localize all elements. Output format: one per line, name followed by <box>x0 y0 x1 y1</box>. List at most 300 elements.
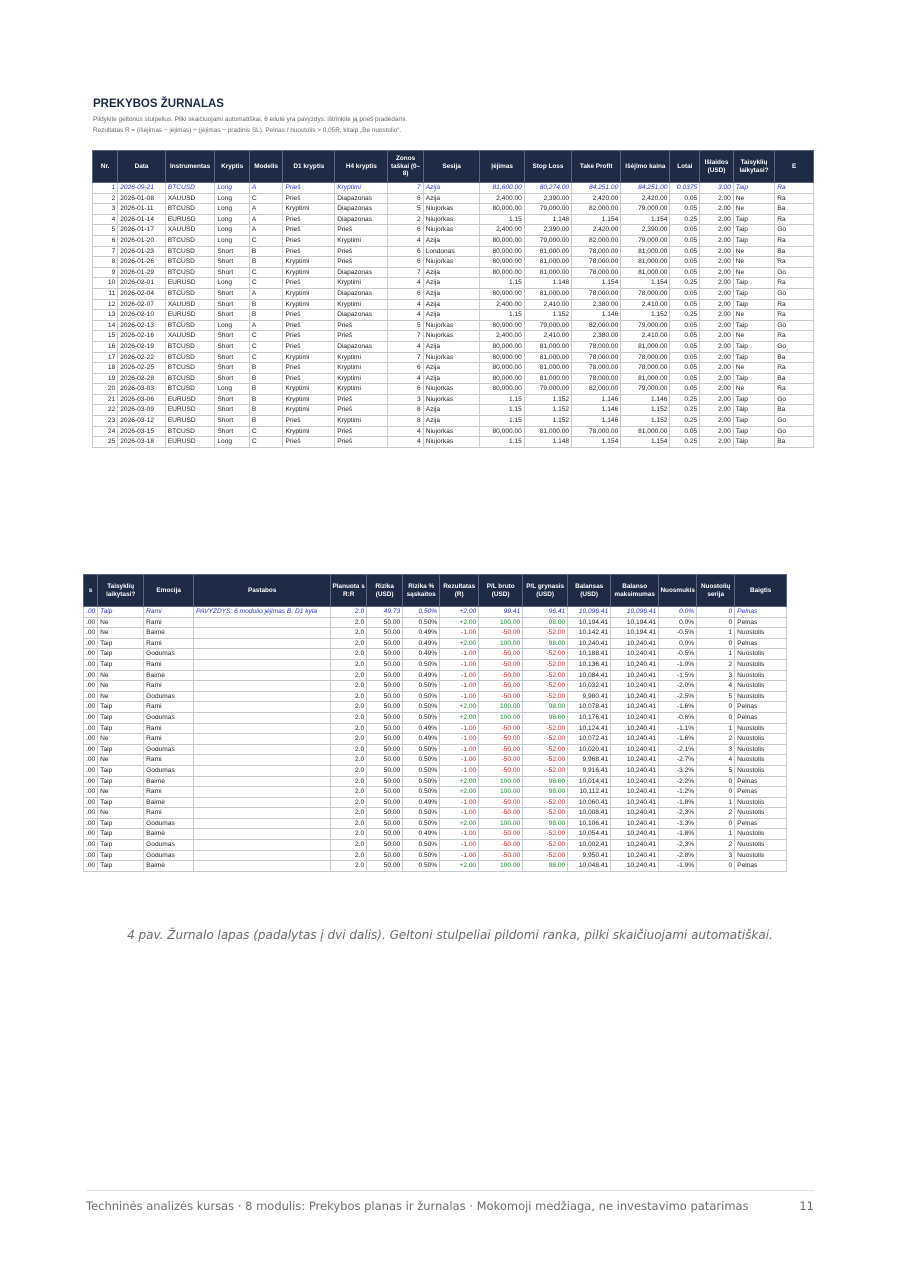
table-cell[interactable]: 82,000.00 <box>572 320 621 331</box>
table-cell[interactable]: 2 <box>697 840 735 851</box>
table-cell[interactable]: 80,000.00 <box>480 320 524 331</box>
table-cell[interactable]: Godumas <box>144 649 194 660</box>
table-cell[interactable]: .00 <box>84 755 98 766</box>
table-cell[interactable]: 80,000.00 <box>480 363 524 374</box>
table-cell[interactable]: Pelnas <box>735 787 787 798</box>
table-cell[interactable]: 2026-03-06 <box>118 394 166 405</box>
table-cell[interactable]: Taip <box>98 712 144 723</box>
table-cell[interactable]: 2.00 <box>700 193 734 204</box>
table-cell[interactable]: 10,240.41 <box>611 702 659 713</box>
table-cell[interactable]: Ra <box>775 235 814 246</box>
table-cell[interactable]: 78,000.00 <box>621 352 670 363</box>
table-cell[interactable]: BTCUSD <box>165 384 215 395</box>
table-cell[interactable]: 4 <box>93 214 118 225</box>
table-cell[interactable]: Short <box>215 341 249 352</box>
table-cell[interactable]: +2.00 <box>440 712 479 723</box>
table-cell[interactable]: Ra <box>775 193 814 204</box>
table-cell[interactable]: Prieš <box>283 331 335 342</box>
table-cell[interactable]: Short <box>215 394 249 405</box>
table-cell[interactable]: Long <box>215 278 249 289</box>
table-cell[interactable]: 10,032.41 <box>568 681 611 692</box>
table-cell[interactable]: 2.00 <box>700 288 734 299</box>
table-cell[interactable]: 50.00 <box>367 861 403 872</box>
table-cell[interactable]: 4 <box>388 341 423 352</box>
table-cell[interactable]: Prieš <box>335 320 388 331</box>
table-cell[interactable]: 80,000.00 <box>480 288 524 299</box>
table-cell[interactable]: .00 <box>84 776 98 787</box>
table-cell[interactable]: BTCUSD <box>165 267 215 278</box>
table-cell[interactable]: 0.50% <box>403 787 440 798</box>
table-cell[interactable]: 1.152 <box>524 416 571 427</box>
table-cell[interactable]: -52.00 <box>523 797 568 808</box>
table-cell[interactable]: 100.00 <box>479 776 523 787</box>
table-cell[interactable]: 6 <box>388 384 423 395</box>
table-cell[interactable]: Short <box>215 288 249 299</box>
table-cell[interactable]: 10,188.41 <box>568 649 611 660</box>
table-cell[interactable]: -50.00 <box>479 734 523 745</box>
table-cell[interactable]: Ra <box>775 310 814 321</box>
table-cell[interactable]: 0.50% <box>403 861 440 872</box>
table-cell[interactable]: BTCUSD <box>165 204 215 215</box>
table-cell[interactable]: Ba <box>775 373 814 384</box>
table-cell[interactable]: 0.05 <box>670 373 700 384</box>
table-cell[interactable]: 10,176.41 <box>568 712 611 723</box>
table-cell[interactable]: Prieš <box>335 257 388 268</box>
table-cell[interactable]: Diapazonas <box>335 204 388 215</box>
table-cell[interactable]: 2.0 <box>331 850 367 861</box>
table-cell[interactable]: 10,020.41 <box>568 744 611 755</box>
table-cell[interactable]: B <box>249 299 283 310</box>
table-cell[interactable]: Long <box>215 225 249 236</box>
table-cell[interactable] <box>194 691 331 702</box>
table-cell[interactable]: .00 <box>84 734 98 745</box>
table-cell[interactable]: 4 <box>388 437 423 448</box>
table-cell[interactable]: EURUSD <box>165 278 215 289</box>
table-cell[interactable]: 80,000.00 <box>480 352 524 363</box>
table-cell[interactable]: Ra <box>775 384 814 395</box>
table-cell[interactable]: Go <box>775 341 814 352</box>
table-cell[interactable]: 0.50% <box>403 607 440 618</box>
table-cell[interactable]: -1.00 <box>440 765 479 776</box>
table-cell[interactable]: 10,240.41 <box>568 638 611 649</box>
table-cell[interactable]: 0 <box>697 861 735 872</box>
table-cell[interactable]: 10,194.41 <box>611 628 659 639</box>
table-cell[interactable]: Taip <box>98 765 144 776</box>
table-cell[interactable]: 98.00 <box>523 776 568 787</box>
table-cell[interactable]: 80,000.00 <box>480 257 524 268</box>
table-cell[interactable]: Pelnas <box>735 818 787 829</box>
table-cell[interactable]: 2.0 <box>331 776 367 787</box>
table-cell[interactable]: Ne <box>733 193 774 204</box>
table-cell[interactable]: 1 <box>697 797 735 808</box>
table-cell[interactable] <box>194 755 331 766</box>
table-cell[interactable]: Prieš <box>283 363 335 374</box>
table-cell[interactable]: BTCUSD <box>165 257 215 268</box>
table-cell[interactable]: -52.00 <box>523 840 568 851</box>
table-cell[interactable]: -2.5% <box>659 691 697 702</box>
table-cell[interactable]: 79,000.00 <box>621 235 670 246</box>
table-cell[interactable]: -50.00 <box>479 744 523 755</box>
table-cell[interactable]: 84,251.00 <box>621 183 670 194</box>
table-cell[interactable]: 3.00 <box>700 183 734 194</box>
table-cell[interactable]: Godumas <box>144 850 194 861</box>
table-cell[interactable]: -52.00 <box>523 659 568 670</box>
table-cell[interactable]: 0.0% <box>659 617 697 628</box>
table-cell[interactable]: 1.154 <box>621 278 670 289</box>
table-cell[interactable]: Taip <box>733 235 774 246</box>
table-cell[interactable]: -1.00 <box>440 808 479 819</box>
table-cell[interactable]: 2,400.00 <box>480 225 524 236</box>
table-cell[interactable]: 2026-01-17 <box>118 225 166 236</box>
table-cell[interactable]: 6 <box>388 257 423 268</box>
table-cell[interactable]: Rami <box>144 702 194 713</box>
table-cell[interactable]: 2.00 <box>700 235 734 246</box>
table-cell[interactable]: Ne <box>98 755 144 766</box>
table-cell[interactable]: 2026-02-04 <box>118 288 166 299</box>
table-cell[interactable]: 0.0375 <box>670 183 700 194</box>
table-cell[interactable]: Ba <box>775 352 814 363</box>
table-cell[interactable]: 9 <box>93 267 118 278</box>
table-cell[interactable]: -1.6% <box>659 734 697 745</box>
table-cell[interactable]: 0.50% <box>403 850 440 861</box>
table-cell[interactable]: 0.50% <box>403 765 440 776</box>
table-cell[interactable]: 0.25 <box>670 278 700 289</box>
table-cell[interactable] <box>194 659 331 670</box>
table-cell[interactable]: 2,410.00 <box>621 299 670 310</box>
table-cell[interactable]: .00 <box>84 638 98 649</box>
table-cell[interactable]: 10,240.41 <box>611 818 659 829</box>
table-cell[interactable]: 1.15 <box>480 310 524 321</box>
table-cell[interactable]: Ne <box>733 331 774 342</box>
table-cell[interactable]: Ra <box>775 363 814 374</box>
table-cell[interactable]: 100.00 <box>479 787 523 798</box>
table-cell[interactable]: C <box>249 426 283 437</box>
table-cell[interactable]: 50.00 <box>367 617 403 628</box>
table-cell[interactable]: Kryptimi <box>335 363 388 374</box>
table-cell[interactable]: B <box>249 246 283 257</box>
table-cell[interactable]: Diapazonas <box>335 288 388 299</box>
table-cell[interactable]: -50.00 <box>479 691 523 702</box>
table-cell[interactable]: Nuostolis <box>735 723 787 734</box>
table-cell[interactable]: 50.00 <box>367 702 403 713</box>
table-cell[interactable]: 6 <box>388 193 423 204</box>
table-cell[interactable]: 2,380.00 <box>572 331 621 342</box>
table-cell[interactable]: Azija <box>423 193 480 204</box>
table-cell[interactable]: -1.00 <box>440 755 479 766</box>
table-cell[interactable]: Godumas <box>144 691 194 702</box>
table-cell[interactable]: Rami <box>144 808 194 819</box>
table-cell[interactable]: Azija <box>423 416 480 427</box>
table-cell[interactable]: Ne <box>733 257 774 268</box>
table-cell[interactable]: .00 <box>84 681 98 692</box>
table-cell[interactable]: Short <box>215 310 249 321</box>
table-cell[interactable]: 3 <box>93 204 118 215</box>
table-cell[interactable]: 1.152 <box>524 310 571 321</box>
table-cell[interactable]: 100.00 <box>479 818 523 829</box>
table-cell[interactable]: .00 <box>84 829 98 840</box>
table-cell[interactable]: -1.00 <box>440 744 479 755</box>
table-cell[interactable]: 10,240.41 <box>611 649 659 660</box>
table-cell[interactable]: Rami <box>144 617 194 628</box>
table-cell[interactable]: Kryptimi <box>335 299 388 310</box>
table-cell[interactable]: 50.00 <box>367 681 403 692</box>
table-cell[interactable]: Kryptimi <box>335 416 388 427</box>
table-cell[interactable]: 81,000.00 <box>621 246 670 257</box>
table-cell[interactable]: -50.00 <box>479 755 523 766</box>
table-cell[interactable]: 0.49% <box>403 649 440 660</box>
table-cell[interactable]: Taip <box>733 288 774 299</box>
table-cell[interactable]: Azija <box>423 235 480 246</box>
table-cell[interactable]: Rami <box>144 787 194 798</box>
table-cell[interactable]: 10,240.41 <box>611 776 659 787</box>
table-cell[interactable]: 2.0 <box>331 638 367 649</box>
table-cell[interactable]: 2.00 <box>700 341 734 352</box>
table-cell[interactable]: 11 <box>93 288 118 299</box>
table-cell[interactable]: 78,000.00 <box>572 246 621 257</box>
table-cell[interactable]: -0.5% <box>659 628 697 639</box>
table-cell[interactable]: 0.0% <box>659 638 697 649</box>
table-cell[interactable]: 50.00 <box>367 659 403 670</box>
table-cell[interactable]: 0.05 <box>670 363 700 374</box>
table-cell[interactable]: 2.00 <box>700 405 734 416</box>
table-cell[interactable]: Long <box>215 235 249 246</box>
table-cell[interactable]: -1.00 <box>440 850 479 861</box>
table-cell[interactable]: C <box>249 235 283 246</box>
table-cell[interactable]: 1.146 <box>621 394 670 405</box>
table-cell[interactable]: BTCUSD <box>165 288 215 299</box>
table-cell[interactable]: 50.00 <box>367 755 403 766</box>
table-cell[interactable]: Kryptimi <box>283 384 335 395</box>
table-cell[interactable]: 2026-01-14 <box>118 214 166 225</box>
table-cell[interactable]: .00 <box>84 712 98 723</box>
table-cell[interactable]: A <box>249 225 283 236</box>
table-cell[interactable]: Kryptimi <box>283 426 335 437</box>
table-cell[interactable]: -52.00 <box>523 628 568 639</box>
table-cell[interactable]: 81,000.00 <box>524 246 571 257</box>
table-cell[interactable]: Nuostolis <box>735 628 787 639</box>
table-cell[interactable]: 2.00 <box>700 352 734 363</box>
table-cell[interactable]: Taip <box>733 225 774 236</box>
table-cell[interactable]: 2.0 <box>331 723 367 734</box>
table-cell[interactable]: .00 <box>84 744 98 755</box>
table-cell[interactable]: BTCUSD <box>165 246 215 257</box>
table-cell[interactable]: Short <box>215 331 249 342</box>
table-cell[interactable] <box>194 617 331 628</box>
table-cell[interactable]: 10,096.41 <box>611 607 659 618</box>
table-cell[interactable]: 0.50% <box>403 818 440 829</box>
table-cell[interactable]: Kryptimi <box>335 384 388 395</box>
table-cell[interactable] <box>194 638 331 649</box>
table-cell[interactable]: 2 <box>93 193 118 204</box>
table-cell[interactable]: +2.00 <box>440 638 479 649</box>
table-cell[interactable]: 0.49% <box>403 829 440 840</box>
table-cell[interactable]: 81,000.00 <box>524 267 571 278</box>
table-cell[interactable]: EURUSD <box>165 437 215 448</box>
table-cell[interactable]: 10,142.41 <box>568 628 611 639</box>
table-cell[interactable]: 2026-02-10 <box>118 310 166 321</box>
table-cell[interactable]: 10,048.41 <box>568 861 611 872</box>
table-cell[interactable]: 50.00 <box>367 850 403 861</box>
table-cell[interactable]: Ne <box>98 628 144 639</box>
table-cell[interactable]: 2026-02-01 <box>118 278 166 289</box>
table-cell[interactable]: XAUUSD <box>165 193 215 204</box>
table-cell[interactable]: -3.2% <box>659 765 697 776</box>
table-cell[interactable]: Niujorkas <box>423 384 480 395</box>
table-cell[interactable]: 1.15 <box>480 278 524 289</box>
table-cell[interactable]: Taip <box>98 818 144 829</box>
table-cell[interactable]: 2.00 <box>700 384 734 395</box>
table-cell[interactable]: A <box>249 320 283 331</box>
table-cell[interactable]: Taip <box>733 183 774 194</box>
table-cell[interactable]: Azija <box>423 299 480 310</box>
table-cell[interactable]: 78,000.00 <box>572 257 621 268</box>
table-cell[interactable]: 82,000.00 <box>572 384 621 395</box>
table-cell[interactable]: 10,240.41 <box>611 861 659 872</box>
table-cell[interactable]: Kryptimi <box>335 373 388 384</box>
table-cell[interactable]: 2026-02-22 <box>118 352 166 363</box>
table-cell[interactable]: Taip <box>98 850 144 861</box>
table-cell[interactable]: Ne <box>733 310 774 321</box>
table-cell[interactable]: Taip <box>733 373 774 384</box>
table-cell[interactable]: Prieš <box>335 437 388 448</box>
table-cell[interactable]: 78,000.00 <box>572 267 621 278</box>
table-cell[interactable]: 1.15 <box>480 214 524 225</box>
table-cell[interactable]: Azija <box>423 267 480 278</box>
table-cell[interactable]: C <box>249 341 283 352</box>
table-cell[interactable]: 0.49% <box>403 797 440 808</box>
table-cell[interactable]: 81,000.00 <box>524 426 571 437</box>
table-cell[interactable]: 18 <box>93 363 118 374</box>
table-cell[interactable]: 10,060.41 <box>568 797 611 808</box>
table-cell[interactable]: B <box>249 363 283 374</box>
table-cell[interactable]: Niujorkas <box>423 257 480 268</box>
table-cell[interactable] <box>194 765 331 776</box>
table-cell[interactable]: 5 <box>697 765 735 776</box>
table-cell[interactable]: 6 <box>388 225 423 236</box>
table-cell[interactable]: 2.00 <box>700 331 734 342</box>
table-cell[interactable]: -52.00 <box>523 850 568 861</box>
table-cell[interactable]: Long <box>215 204 249 215</box>
table-cell[interactable]: 16 <box>93 341 118 352</box>
table-cell[interactable]: 9,916.41 <box>568 765 611 776</box>
table-cell[interactable]: 2026-01-26 <box>118 257 166 268</box>
table-cell[interactable]: Azija <box>423 278 480 289</box>
table-cell[interactable]: -1.8% <box>659 797 697 808</box>
table-cell[interactable]: 24 <box>93 426 118 437</box>
table-cell[interactable]: 9,968.41 <box>568 755 611 766</box>
table-cell[interactable]: Prieš <box>283 437 335 448</box>
table-cell[interactable]: 50.00 <box>367 649 403 660</box>
table-cell[interactable]: 50.00 <box>367 829 403 840</box>
table-cell[interactable]: 80,000.00 <box>480 426 524 437</box>
table-cell[interactable]: 2.00 <box>700 363 734 374</box>
table-cell[interactable]: 1.154 <box>572 278 621 289</box>
table-cell[interactable]: 2026-02-28 <box>118 373 166 384</box>
table-cell[interactable]: 10,002.41 <box>568 840 611 851</box>
table-cell[interactable]: B <box>249 394 283 405</box>
table-cell[interactable] <box>194 712 331 723</box>
table-cell[interactable]: 2026-03-12 <box>118 416 166 427</box>
table-cell[interactable]: -2.0% <box>659 681 697 692</box>
table-cell[interactable]: 10,240.41 <box>611 659 659 670</box>
table-cell[interactable]: 2.00 <box>700 246 734 257</box>
table-cell[interactable]: 50.00 <box>367 765 403 776</box>
table-cell[interactable] <box>194 787 331 798</box>
table-cell[interactable]: 10,112.41 <box>568 787 611 798</box>
table-cell[interactable]: BTCUSD <box>165 352 215 363</box>
table-cell[interactable]: A <box>249 183 283 194</box>
table-cell[interactable]: .00 <box>84 702 98 713</box>
table-cell[interactable]: 81,000.00 <box>524 373 571 384</box>
table-cell[interactable]: -1.00 <box>440 670 479 681</box>
table-cell[interactable]: Taip <box>98 607 144 618</box>
table-cell[interactable]: -1.00 <box>440 829 479 840</box>
table-cell[interactable]: 1.154 <box>621 214 670 225</box>
table-cell[interactable]: 50.00 <box>367 787 403 798</box>
table-cell[interactable]: Go <box>775 225 814 236</box>
table-cell[interactable]: +2.00 <box>440 861 479 872</box>
table-cell[interactable]: 0.05 <box>670 235 700 246</box>
table-cell[interactable]: Kryptimi <box>283 299 335 310</box>
table-cell[interactable]: Godumas <box>144 712 194 723</box>
table-cell[interactable]: 1.146 <box>572 405 621 416</box>
table-cell[interactable]: -1.6% <box>659 702 697 713</box>
table-cell[interactable]: 80,000.00 <box>480 204 524 215</box>
table-cell[interactable]: Go <box>775 267 814 278</box>
table-cell[interactable]: Pelnas <box>735 617 787 628</box>
table-cell[interactable]: Baimė <box>144 776 194 787</box>
table-cell[interactable]: 2,400.00 <box>480 193 524 204</box>
table-cell[interactable]: 1 <box>697 649 735 660</box>
table-cell[interactable]: Prieš <box>335 246 388 257</box>
table-cell[interactable]: Ne <box>98 787 144 798</box>
table-cell[interactable]: 13 <box>93 310 118 321</box>
table-cell[interactable]: Prieš <box>335 426 388 437</box>
table-cell[interactable]: 2 <box>697 808 735 819</box>
table-cell[interactable]: 2.0 <box>331 659 367 670</box>
table-cell[interactable]: 4 <box>388 426 423 437</box>
table-cell[interactable]: 78,000.00 <box>572 352 621 363</box>
table-cell[interactable]: Rami <box>144 607 194 618</box>
table-cell[interactable]: -1.1% <box>659 723 697 734</box>
table-cell[interactable]: 2026-02-13 <box>118 320 166 331</box>
table-cell[interactable]: 100.00 <box>479 617 523 628</box>
table-cell[interactable]: 2.0 <box>331 840 367 851</box>
table-cell[interactable]: Taip <box>733 394 774 405</box>
table-cell[interactable]: 2.00 <box>700 299 734 310</box>
table-cell[interactable]: Taip <box>733 352 774 363</box>
table-cell[interactable]: 2.0 <box>331 734 367 745</box>
table-cell[interactable]: 10,240.41 <box>611 670 659 681</box>
table-cell[interactable]: 2.0 <box>331 744 367 755</box>
table-cell[interactable]: Prieš <box>283 193 335 204</box>
table-cell[interactable]: Taip <box>98 797 144 808</box>
table-cell[interactable]: Taip <box>733 299 774 310</box>
table-cell[interactable]: -52.00 <box>523 744 568 755</box>
table-cell[interactable]: B <box>249 405 283 416</box>
table-cell[interactable]: Ra <box>775 257 814 268</box>
table-cell[interactable]: 1.148 <box>524 278 571 289</box>
table-cell[interactable]: 50.00 <box>367 776 403 787</box>
table-cell[interactable]: 2.00 <box>700 214 734 225</box>
table-cell[interactable]: 0.49% <box>403 670 440 681</box>
table-cell[interactable]: 0.05 <box>670 352 700 363</box>
table-cell[interactable]: Godumas <box>144 818 194 829</box>
table-cell[interactable]: 2.00 <box>700 204 734 215</box>
table-cell[interactable]: -50.00 <box>479 808 523 819</box>
table-cell[interactable]: Niujorkas <box>423 394 480 405</box>
table-cell[interactable]: 3 <box>697 670 735 681</box>
